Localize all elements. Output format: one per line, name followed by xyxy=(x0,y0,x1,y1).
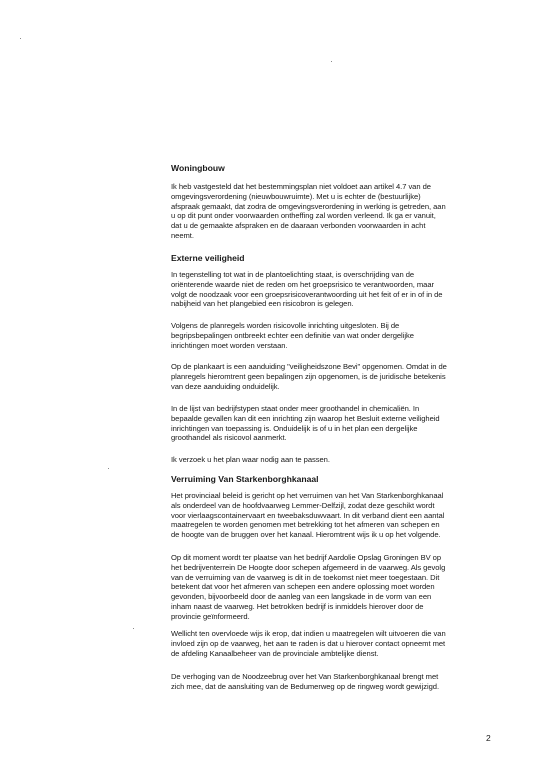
section-heading: Woningbouw xyxy=(171,163,225,173)
page-number: 2 xyxy=(486,733,491,743)
section-woningbouw xyxy=(171,163,496,174)
scan-speck xyxy=(108,468,109,469)
scan-speck xyxy=(20,38,21,39)
paragraph: In tegenstelling tot wat in de plantoelichting staat, is overschrijding van de oriënterende waarde niet de reden om het groepsrisico te verantwoorden, maar volgt de noodzaak voor een groepsrisicoverantwoording uit het feit of er in of in de nabijheid van het plangebied een risicobron is gelegen. xyxy=(171,270,443,309)
section-verruiming xyxy=(171,474,496,485)
section-externe-veiligheid xyxy=(171,253,496,264)
paragraph: Op dit moment wordt ter plaatse van het bedrijf Aardolie Opslag Groningen BV op het bedrijventerrein De Hoogte door schepen afgemeerd in de vaarweg. Als gevolg van de verruiming van de vaarweg is dit in de toekomst niet meer toegestaan. Dit betekent dat voor het afmeren van schepen een andere oplossing moet worden gevonden, bijvoorbeeld door de aanleg van een langskade in de vorm van een inham naast de vaarweg. Het betrokken bedrijf is inmiddels hierover door de provincie geïnformeerd. xyxy=(171,553,446,621)
paragraph: In de lijst van bedrijfstypen staat onder meer groothandel in chemicaliën. In bepaalde gevallen kan dit een inrichting zijn waarop het Besluit externe veiligheid inrichtingen van toepassing is. Onduidelijk is of u in het plan een dergelijke groothandel als risicovol aanmerkt. xyxy=(171,404,440,443)
section-heading: Externe veiligheid xyxy=(171,253,245,263)
scan-speck xyxy=(133,628,134,629)
paragraph: Ik heb vastgesteld dat het bestemmingsplan niet voldoet aan artikel 4.7 van de omgevingsverordening (nieuwbouwruimte). Met u is echter de (bestuurlijke) afspraak gemaakt, dat zodra de omgevingsverordening in werking is getreden, aan u op dit punt onder voorwaarden ontheffing zal worden verleend. Ik ga er vanuit, dat u de gemaakte afspraken en de daaraan verbonden voorwaarden in acht neemt. xyxy=(171,182,446,240)
paragraph: Ik verzoek u het plan waar nodig aan te passen. xyxy=(171,455,330,464)
paragraph: De verhoging van de Noodzeebrug over het Van Starkenborghkanaal brengt met zich mee, dat de aansluiting van de Bedumerweg op de ringweg wordt gewijzigd. xyxy=(171,672,439,691)
paragraph: Wellicht ten overvloede wijs ik erop, dat indien u maatregelen wilt uitvoeren die van invloed zijn op de vaarweg, het aan te raden is dat u hierover contact opneemt met de afdeling Kanaalbeheer van de provinciale ambtelijke dienst. xyxy=(171,629,446,658)
paragraph: Het provinciaal beleid is gericht op het verruimen van het Van Starkenborghkanaal als onderdeel van de hoofdvaarweg Lemmer-Delfzijl, zodat deze geschikt wordt voor vierlaagscontainervaart en tweebaksduwvaart. In dit verband dient een aantal maatregelen te worden genomen met betrekking tot het afmeren van schepen en de hoogte van de bruggen over het kanaal. Hieromtrent wijs ik u op het volgende. xyxy=(171,491,445,540)
paragraph: Volgens de planregels worden risicovolle inrichting uitgesloten. Bij de begripsbepalingen ontbreekt echter een definitie van wat onder dergelijke inrichtingen moet worden verstaan. xyxy=(171,321,414,350)
section-heading: Verruiming Van Starkenborghkanaal xyxy=(171,474,319,484)
scan-speck xyxy=(331,61,332,62)
paragraph: Op de plankaart is een aanduiding "veiligheidszone Bevi" opgenomen. Omdat in de planregels hieromtrent geen bepalingen zijn opgenomen, is de juridische betekenis van deze aanduiding onduidelijk. xyxy=(171,362,447,391)
